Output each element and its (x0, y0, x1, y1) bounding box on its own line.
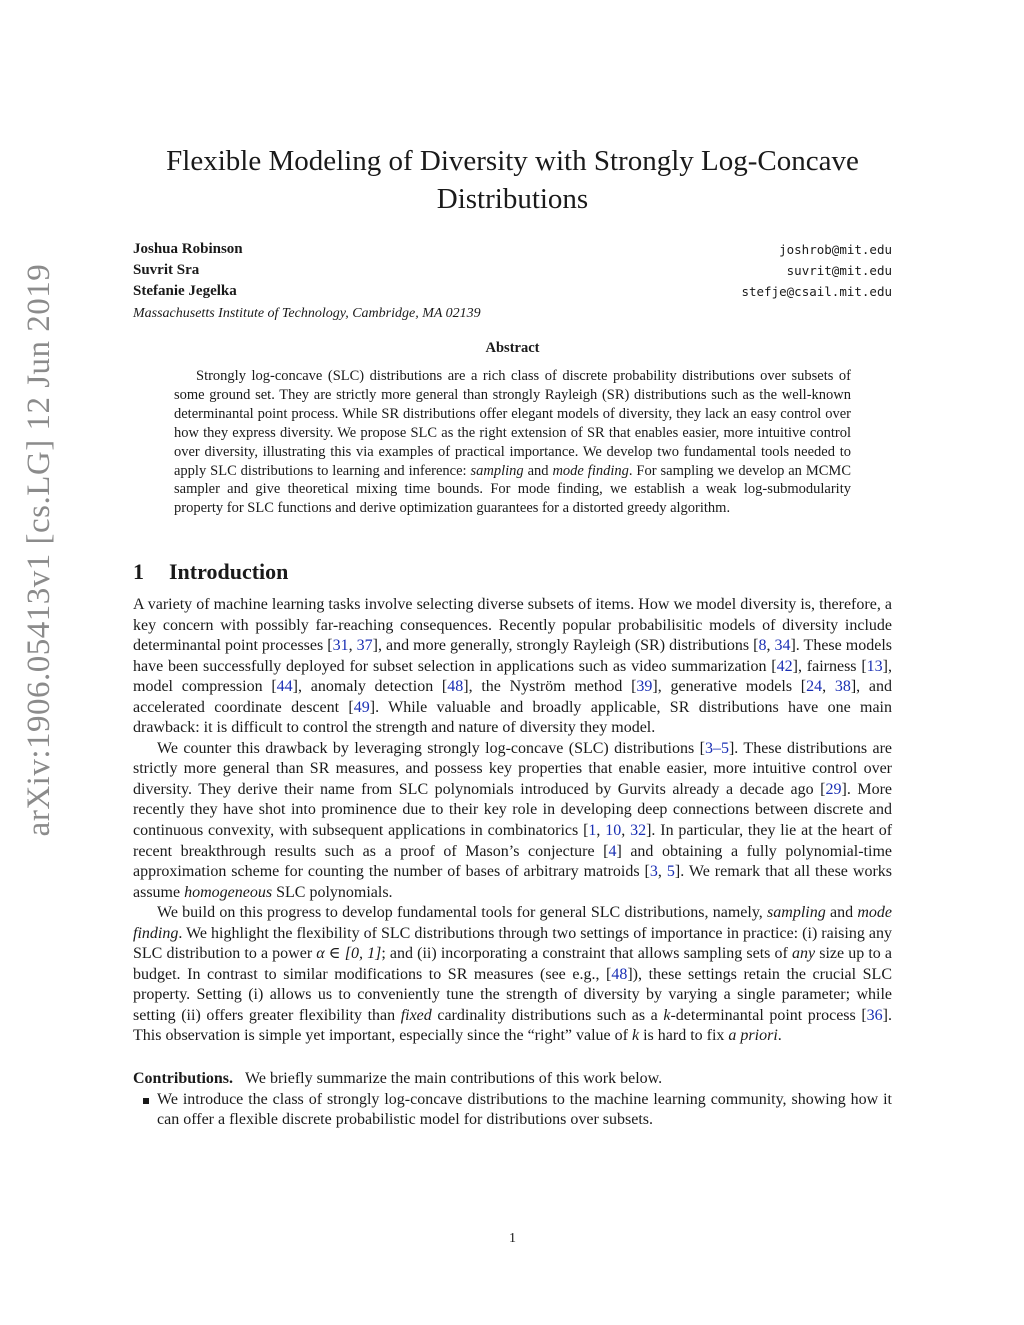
paragraph: We build on this progress to develop fundamental tools for general SLC distributions, namely, sampling and mode finding. We highlight the flexibility of SLC distributions through two settings of importance in practice: (i) raising any SLC distribution to a power α ∈ [0, 1]; and (ii) incorporating a constraint that allows sampling sets of any size up to a budget. In contrast to similar modifications to SR measures (see e.g., [48]), these settings retain the crucial SLC property. Setting (i) allows us to conveniently tune the strength of diversity by varying a single parameter; while setting (ii) offers greater flexibility than fixed cardinality distributions such as a k-determinantal point process [36]. This observation is simple yet important, especially since the “right” value of k is hard to fix a priori. (133, 904, 893, 1045)
citation-link[interactable]: 8 (758, 637, 767, 655)
arxiv-side-stamp (14, 140, 64, 960)
author-row (133, 262, 892, 283)
author-row (133, 283, 892, 304)
citation-link[interactable]: 36 (866, 1006, 883, 1024)
citation-link[interactable]: 29 (825, 780, 842, 798)
abstract-text: Strongly log-concave (SLC) distributions are a rich class of discrete probability distributions over subsets of some ground set. They are strictly more general than strongly Rayleigh (SR) distributions such as the well-known determinantal point process. While SR distributions offer elegant models of diversity, they lack an easy control over how they express diversity. We propose SLC as the right extension of SR that enables easier, more intuitive control over diversity, illustrating this via examples of practical importance. We develop two fundamental tools needed to apply SLC distributions to learning and inference: sampling and mode finding. For sampling we develop an MCMC sampler and give theoretical mixing time bounds. For mode finding, we establish a weak log-submodularity property for SLC functions and derive optimization guarantees for a distorted greedy algorithm. (174, 368, 851, 517)
citation-link[interactable]: 39 (636, 678, 653, 696)
arxiv-identifier: arXiv:1906.05413v1 [cs.LG] 12 Jun 2019 (21, 263, 57, 837)
author-block (133, 241, 892, 322)
citation-link[interactable]: 31 (332, 637, 349, 655)
citation-link[interactable]: 42 (776, 657, 793, 675)
affiliation: Massachusetts Institute of Technology, Cambridge, MA 02139 (133, 306, 481, 321)
citation-link[interactable]: 10 (605, 822, 622, 840)
author-email: suvrit@mit.edu (786, 263, 892, 278)
paper-title (133, 142, 892, 218)
bullet-square-icon (143, 1098, 149, 1104)
section-number: 1 (133, 559, 144, 584)
citation-link[interactable]: 3 (649, 863, 658, 881)
citation-link[interactable]: 24 (806, 678, 823, 696)
contributions-paragraph: Contributions. We briefly summarize the main contributions of this work below. (133, 1070, 663, 1088)
paragraph: We counter this drawback by leveraging strongly log-concave (SLC) distributions [3–5]. These distributions are strictly more general than SR measures, and possess key properties that enable easier, more intuitive control over diversity. They derive their name from SLC polynomials introduced by Gurvits already a decade ago [29]. More recently they have shot into prominence due to their key role in developing deep connections between discrete and continuous convexity, with subsequent applications in combinatorics [1, 10, 32]. In particular, they lie at the heart of recent breakthrough results such as a proof of Mason’s conjecture [4] and obtaining a fully polynomial-time approximation scheme for counting the number of bases of arbitrary matroids [3, 5]. We remark that all these works assume homogeneous SLC polynomials. (133, 739, 893, 901)
citation-link[interactable]: 49 (353, 698, 370, 716)
citation-link[interactable]: 13 (866, 657, 883, 675)
list-item: We introduce the class of strongly log-concave distributions to the machine learning community, showing how it can offer a flexible discrete probabilistic model for distributions over subsets. (133, 1090, 892, 1131)
abstract-heading: Abstract (485, 340, 540, 356)
citation-link[interactable]: 48 (611, 965, 628, 983)
author-row (133, 241, 892, 262)
citation-link[interactable]: 4 (608, 842, 617, 860)
citation-link[interactable]: 38 (834, 678, 851, 696)
citation-link[interactable]: 3–5 (704, 739, 729, 757)
section-heading (133, 559, 288, 585)
author-email: stefje@csail.mit.edu (741, 284, 892, 299)
author-email: joshrob@mit.edu (779, 242, 892, 257)
title-line-1: Flexible Modeling of Diversity with Strongly Log-Concave (166, 145, 859, 177)
citation-link[interactable]: 5 (666, 863, 675, 881)
page-number: 1 (509, 1231, 516, 1246)
author-name: Stefanie Jegelka (133, 283, 237, 299)
citation-link[interactable]: 1 (588, 822, 597, 840)
section-title: Introduction (169, 559, 289, 584)
body-text (133, 595, 892, 1131)
title-line-2: Distributions (436, 183, 589, 215)
author-name: Suvrit Sra (133, 262, 200, 278)
contributions-label: Contributions. (133, 1070, 234, 1088)
citation-link[interactable]: 34 (774, 637, 791, 655)
author-name: Joshua Robinson (133, 241, 243, 257)
citation-link[interactable]: 44 (276, 678, 293, 696)
citation-link[interactable]: 32 (630, 822, 647, 840)
citation-link[interactable]: 48 (447, 678, 464, 696)
citation-link[interactable]: 37 (356, 637, 373, 655)
paragraph: A variety of machine learning tasks involve selecting diverse subsets of items. How we model diversity is, therefore, a key concern with possibly far-reaching consequences. Recently popular probabilisitic models of diversity include determinantal point processes [31, 37], and more generally, strongly Rayleigh (SR) distributions [8, 34]. These models have been successfully deployed for subset selection in applications such as video summarization [42], fairness [13], model compression [44], anomaly detection [48], the Nyström method [39], generative models [24, 38], and accelerated coordinate descent [49]. While valuable and broadly applicable, SR distributions have one main drawback: it is difficult to control the strength and nature of diversity they model. (133, 596, 893, 737)
